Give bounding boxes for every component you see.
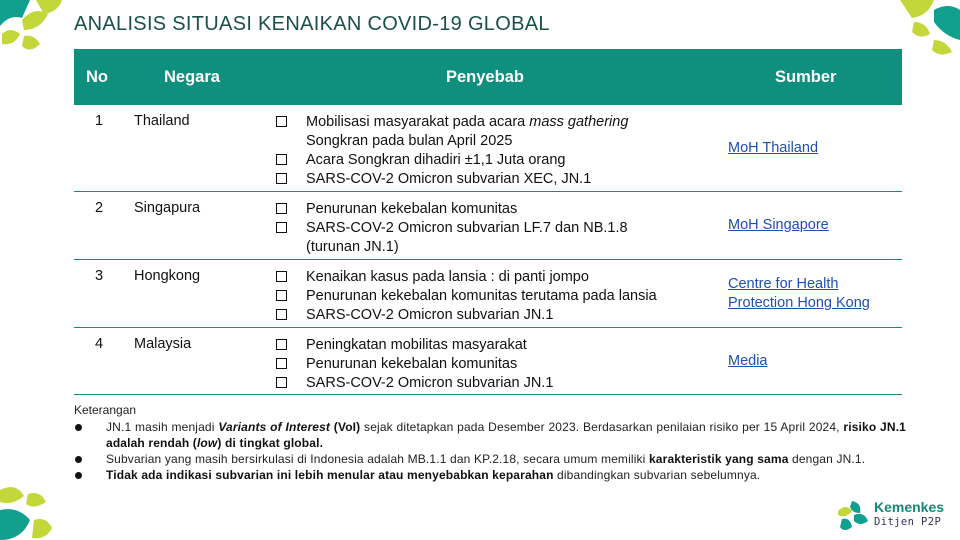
source-link[interactable]: MoH Thailand bbox=[728, 140, 819, 156]
cause-text: Songkran pada bulan April 2025 bbox=[306, 133, 513, 149]
cause-emphasis: mass gathering bbox=[529, 114, 629, 130]
leaf-cluster-icon bbox=[894, 0, 960, 60]
situation-table bbox=[74, 49, 902, 395]
table-row bbox=[74, 328, 902, 395]
checkbox-icon bbox=[276, 290, 287, 301]
bullet-icon bbox=[75, 456, 82, 463]
row-number: 2 bbox=[95, 200, 104, 216]
table-row bbox=[74, 105, 902, 192]
source-link[interactable]: Media bbox=[728, 353, 768, 369]
checkbox-icon bbox=[276, 377, 287, 388]
source-link[interactable]: Centre for Health Protection Hong Kong bbox=[728, 276, 870, 311]
note-emphasis: risiko JN.1 adalah rendah ( bbox=[106, 420, 907, 450]
checkbox-icon bbox=[276, 116, 287, 127]
note-emphasis: (VoI) bbox=[330, 420, 361, 434]
cause-item bbox=[276, 170, 696, 189]
note-item bbox=[74, 419, 906, 451]
cause-text: Penurunan kekebalan komunitas bbox=[306, 356, 518, 372]
note-emphasis: ) di tingkat global. bbox=[217, 436, 324, 450]
cause-text: Peningkatan mobilitas masyarakat bbox=[306, 337, 527, 353]
table-row bbox=[74, 260, 902, 328]
cause-item bbox=[276, 219, 676, 257]
table-row bbox=[74, 192, 902, 260]
checkbox-icon bbox=[276, 203, 287, 214]
note-emphasis: Tidak ada indikasi subvarian ini lebih menular atau menyebabkan keparahan bbox=[106, 468, 554, 482]
cause-item bbox=[276, 287, 696, 306]
leaf-cluster-icon bbox=[0, 0, 66, 60]
cause-list bbox=[276, 113, 696, 189]
note-item bbox=[74, 467, 906, 483]
checkbox-icon bbox=[276, 173, 287, 184]
note-emphasis: karakteristik yang sama bbox=[648, 452, 789, 466]
cause-list bbox=[276, 200, 696, 257]
country-name: Malaysia bbox=[134, 336, 192, 352]
notes-section bbox=[74, 403, 906, 483]
logo-subtitle: Ditjen P2P bbox=[874, 516, 942, 528]
cause-item bbox=[276, 200, 696, 219]
kemenkes-logo bbox=[836, 497, 956, 537]
cause-item bbox=[276, 268, 696, 287]
row-number: 1 bbox=[95, 113, 104, 129]
checkbox-icon bbox=[276, 339, 287, 350]
note-emphasis: low bbox=[196, 436, 218, 450]
cause-item bbox=[276, 374, 696, 393]
row-number: 4 bbox=[95, 336, 104, 352]
header-no: No bbox=[86, 68, 108, 86]
cause-item bbox=[276, 306, 696, 325]
cause-list bbox=[276, 268, 696, 325]
cause-text: Mobilisasi masyarakat pada acara bbox=[306, 114, 530, 130]
cause-list bbox=[276, 336, 696, 393]
bullet-icon bbox=[75, 472, 82, 479]
country-name: Hongkong bbox=[134, 268, 201, 284]
checkbox-icon bbox=[276, 358, 287, 369]
note-item bbox=[74, 451, 906, 467]
note-text: JN.1 masih menjadi bbox=[106, 420, 219, 434]
cause-item bbox=[276, 151, 696, 170]
header-negara: Negara bbox=[164, 68, 220, 86]
checkbox-icon bbox=[276, 309, 287, 320]
note-text: sejak ditetapkan pada Desember 2023. Berdasarkan penilaian risiko per 15 April 2024, bbox=[360, 420, 844, 434]
notes-list bbox=[74, 419, 906, 483]
checkbox-icon bbox=[276, 222, 287, 233]
checkbox-icon bbox=[276, 271, 287, 282]
kemenkes-mark-icon bbox=[836, 499, 870, 533]
cause-item bbox=[276, 336, 696, 355]
cause-text: SARS-COV-2 Omicron subvarian LF.7 dan NB.1.8 (turunan JN.1) bbox=[306, 220, 628, 255]
header-sumber: Sumber bbox=[775, 68, 837, 86]
cause-text: Acara Songkran dihadiri ±1,1 Juta orang bbox=[306, 152, 566, 168]
cause-text: Penurunan kekebalan komunitas terutama pada lansia bbox=[306, 288, 657, 304]
source-link[interactable]: MoH Singapore bbox=[728, 217, 829, 233]
note-text: dengan JN.1. bbox=[788, 452, 866, 466]
table-header bbox=[74, 49, 902, 105]
cause-item bbox=[276, 355, 696, 374]
note-text: dibandingkan subvarian sebelumnya. bbox=[553, 468, 761, 482]
country-name: Singapura bbox=[134, 200, 201, 216]
cause-text: Penurunan kekebalan komunitas bbox=[306, 201, 518, 217]
page-title: ANALISIS SITUASI KENAIKAN COVID-19 GLOBAL bbox=[74, 13, 550, 35]
notes-header: Keterangan bbox=[74, 403, 137, 417]
cause-item bbox=[276, 113, 696, 151]
cause-text: SARS-COV-2 Omicron subvarian JN.1 bbox=[306, 307, 554, 323]
checkbox-icon bbox=[276, 154, 287, 165]
country-name: Thailand bbox=[134, 113, 190, 129]
note-text: Subvarian yang masih bersirkulasi di Indonesia adalah MB.1.1 dan KP.2.18, secara umum memiliki bbox=[106, 452, 649, 466]
leaf-cluster-icon bbox=[0, 476, 60, 540]
cause-text: Kenaikan kasus pada lansia : di panti jompo bbox=[306, 269, 589, 285]
note-emphasis: Variants of Interest bbox=[218, 420, 331, 434]
cause-text: SARS-COV-2 Omicron subvarian XEC, JN.1 bbox=[306, 171, 592, 187]
bullet-icon bbox=[75, 424, 82, 431]
header-penyebab: Penyebab bbox=[446, 68, 524, 86]
logo-name: Kemenkes bbox=[874, 499, 945, 515]
cause-text: SARS-COV-2 Omicron subvarian JN.1 bbox=[306, 375, 554, 391]
row-number: 3 bbox=[95, 268, 104, 284]
